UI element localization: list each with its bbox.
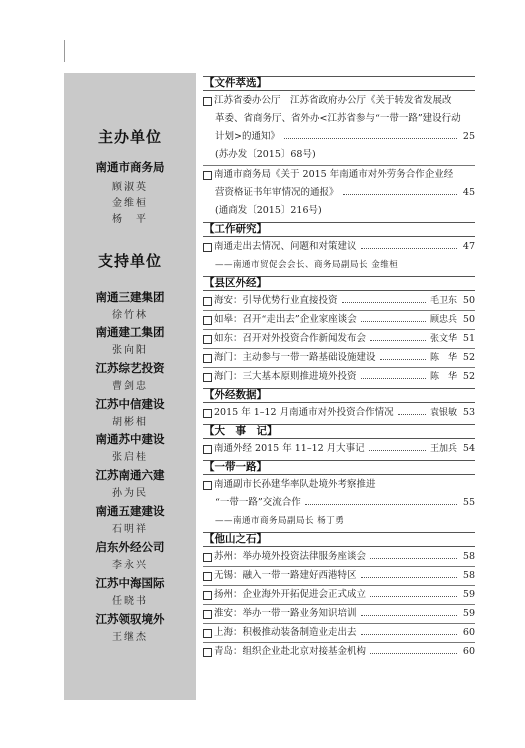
entry-title: 南通副市长孙建华率队赴境外考察推进 (214, 479, 376, 490)
leader-dots (370, 558, 457, 559)
entry-title: 营资格证书年审情况的通报》 (215, 187, 339, 198)
toc-entry-line (203, 110, 475, 128)
support-org: 南通建工集团 (95, 325, 165, 339)
page-number: 60 (462, 646, 475, 657)
section-heading-xianqu: 【县区外经】 (203, 276, 475, 291)
support-org: 南通苏中建设 (95, 432, 165, 446)
support-person: 曹剑忠 (112, 381, 148, 392)
entry-title: 南通市商务局《关于 2015 年南通市对外劳务合作企业经 (214, 169, 454, 180)
sponsor-org: 南通市商务局 (95, 160, 165, 174)
page-number: 45 (462, 187, 475, 198)
page-number: 55 (462, 497, 475, 508)
support-org: 启东外经公司 (95, 540, 165, 554)
page-number: 51 (462, 333, 475, 344)
entry-title: 2015 年 1–12 月南通市对外投资合作情况 (214, 407, 394, 418)
checkbox-icon (203, 316, 212, 325)
entry-title: 如皋：召开“走出去”企业家座谈会 (214, 314, 357, 325)
sponsor-person: 金维桓 (112, 198, 148, 209)
toc-entry-line[interactable] (203, 548, 475, 566)
toc-entry-line[interactable] (203, 586, 475, 604)
page-number: 53 (462, 407, 475, 418)
support-person: 张向阳 (112, 345, 148, 356)
leader-dots (370, 596, 457, 597)
support-heading: 支持单位 (97, 252, 162, 270)
page-number: 52 (462, 352, 475, 363)
checkbox-icon (203, 97, 212, 106)
leader-dots (361, 378, 426, 379)
sponsor-person: 杨 平 (112, 214, 148, 225)
entry-author: 陈 华 (429, 353, 457, 363)
support-org: 江苏领驭境外 (95, 612, 165, 626)
leader-dots (343, 194, 457, 195)
entry-byline: ——南通市贸促会会长、商务局副局长 金维桓 (215, 260, 399, 270)
checkbox-icon (203, 629, 212, 638)
entry-title: 海门：主动参与一带一路基础设施建设 (214, 352, 376, 363)
entry-author: 袁银敏 (429, 408, 457, 418)
entry-title: 淮安：举办一带一路业务知识培训 (214, 608, 357, 619)
support-person: 任晓书 (112, 596, 148, 607)
support-person: 王继杰 (112, 632, 148, 643)
checkbox-icon (203, 171, 212, 180)
page-number: 50 (462, 314, 475, 325)
toc-entry-line[interactable] (203, 440, 475, 458)
support-org: 南通三建集团 (95, 290, 165, 304)
page-number: 54 (462, 443, 475, 454)
toc-entry-line[interactable] (203, 605, 475, 623)
toc-entry-line[interactable] (203, 238, 475, 256)
toc-entry-line (203, 146, 475, 164)
section-heading-shuju: 【外经数据】 (203, 388, 475, 403)
toc-entry-line[interactable] (203, 330, 475, 348)
page-number: 59 (462, 589, 475, 600)
entry-title: 南通外经 2015 年 11–12 月大事记 (214, 443, 365, 454)
section-heading-gongzuo: 【工作研究】 (203, 222, 475, 237)
toc-entry-line[interactable] (203, 166, 475, 184)
support-org: 江苏南通六建 (95, 468, 165, 482)
entry-title: 无锡：融入一带一路建好西港特区 (214, 570, 357, 581)
section-heading-dashi: 【大 事 记】 (203, 424, 475, 439)
entry-title: 如东：召开对外投资合作新闻发布会 (214, 333, 367, 344)
entry-title: 计划>的通知》 (215, 131, 280, 142)
leader-dots (361, 248, 457, 249)
sidebar-panel (64, 73, 196, 700)
toc-entry-line (203, 128, 475, 146)
toc-entry-line (203, 494, 475, 512)
leader-dots (305, 504, 457, 505)
leader-dots (361, 577, 457, 578)
toc-entry-byline (203, 512, 475, 530)
entry-author: 毛卫东 (429, 296, 457, 306)
checkbox-icon (203, 481, 212, 490)
toc-entry-line[interactable] (203, 624, 475, 642)
support-org: 南通五建建设 (95, 504, 165, 518)
toc-entry-line[interactable] (203, 404, 475, 422)
entry-title: 上海：积极推动装备制造业走出去 (214, 627, 357, 638)
support-person: 石明祥 (112, 524, 148, 535)
support-person: 张启桂 (112, 452, 148, 463)
entry-title: 苏州：举办境外投资法律服务座谈会 (214, 551, 367, 562)
leader-dots (284, 138, 457, 139)
checkbox-icon (203, 610, 212, 619)
sponsor-person: 顾淑英 (112, 182, 148, 193)
entry-title: 江苏省委办公厅 江苏省政府办公厅《关于转发省发展改 (214, 95, 452, 106)
support-org: 江苏中海国际 (95, 576, 165, 590)
support-person: 李永兴 (112, 560, 148, 571)
checkbox-icon (203, 445, 212, 454)
leader-dots (370, 653, 457, 654)
section-heading-tashan: 【他山之石】 (203, 532, 475, 547)
page-number: 25 (462, 131, 475, 142)
page-edge-rule (64, 40, 65, 62)
checkbox-icon (203, 243, 212, 252)
checkbox-icon (203, 373, 212, 382)
leader-dots (380, 359, 426, 360)
entry-byline: ——南通市商务局副局长 杨丁勇 (215, 516, 345, 526)
toc-entry-line[interactable] (203, 643, 475, 661)
toc-entry-line (203, 202, 475, 220)
entry-author: 陈 华 (429, 372, 457, 382)
toc-entry-line[interactable] (203, 368, 475, 386)
support-org: 江苏综艺投资 (95, 361, 165, 375)
toc-entry-line[interactable] (203, 476, 475, 494)
toc-entry-line[interactable] (203, 311, 475, 329)
toc-entry-line[interactable] (203, 292, 475, 310)
checkbox-icon (203, 648, 212, 657)
entry-title: 革委、省商务厅、省外办<江苏省参与“一带一路”建设行动 (215, 113, 461, 124)
document-number: (通商发〔2015〕216号) (215, 205, 322, 216)
page-number: 50 (462, 295, 475, 306)
leader-dots (398, 414, 426, 415)
leader-dots (370, 340, 426, 341)
checkbox-icon (203, 297, 212, 306)
page-number: 59 (462, 608, 475, 619)
checkbox-icon (203, 572, 212, 581)
entry-author: 顾忠兵 (429, 315, 457, 325)
leader-dots (361, 634, 457, 635)
toc-entry-byline (203, 256, 475, 274)
support-person: 胡彬相 (112, 417, 148, 428)
section-heading-yidai: 【一带一路】 (203, 460, 475, 475)
entry-title: 青岛：组织企业赴北京对接基金机构 (214, 646, 367, 657)
checkbox-icon (203, 591, 212, 600)
leader-dots (342, 302, 426, 303)
page-number: 52 (462, 371, 475, 382)
entry-title: 海安：引导优势行业直接投资 (214, 295, 338, 306)
sponsor-heading: 主办单位 (97, 128, 162, 146)
entry-title: 南通走出去情况、问题和对策建议 (214, 241, 357, 252)
support-person: 徐竹林 (112, 310, 148, 321)
table-of-contents (203, 73, 475, 700)
leader-dots (361, 615, 457, 616)
leader-dots (369, 450, 426, 451)
page-number: 47 (462, 241, 475, 252)
toc-entry-line[interactable] (203, 349, 475, 367)
checkbox-icon (203, 354, 212, 363)
checkbox-icon (203, 553, 212, 562)
support-org: 江苏中信建设 (95, 397, 165, 411)
entry-title: 海门：三大基本原则推进境外投资 (214, 371, 357, 382)
page-number: 58 (462, 570, 475, 581)
toc-entry-line (203, 184, 475, 202)
checkbox-icon (203, 335, 212, 344)
checkbox-icon (203, 409, 212, 418)
entry-author: 王加兵 (429, 444, 457, 454)
document-number: (苏办发〔2015〕68号) (215, 149, 316, 160)
support-person: 孙为民 (112, 488, 148, 499)
entry-title: “一带一路”交流合作 (215, 497, 301, 508)
toc-entry-line[interactable] (203, 567, 475, 585)
toc-entry-line[interactable] (203, 92, 475, 110)
entry-title: 扬州：企业海外开拓促进会正式成立 (214, 589, 367, 600)
page-number: 60 (462, 627, 475, 638)
entry-author: 张文华 (429, 334, 457, 344)
page-number: 58 (462, 551, 475, 562)
section-heading-wenjian: 【文件萃选】 (203, 76, 475, 91)
leader-dots (361, 321, 426, 322)
